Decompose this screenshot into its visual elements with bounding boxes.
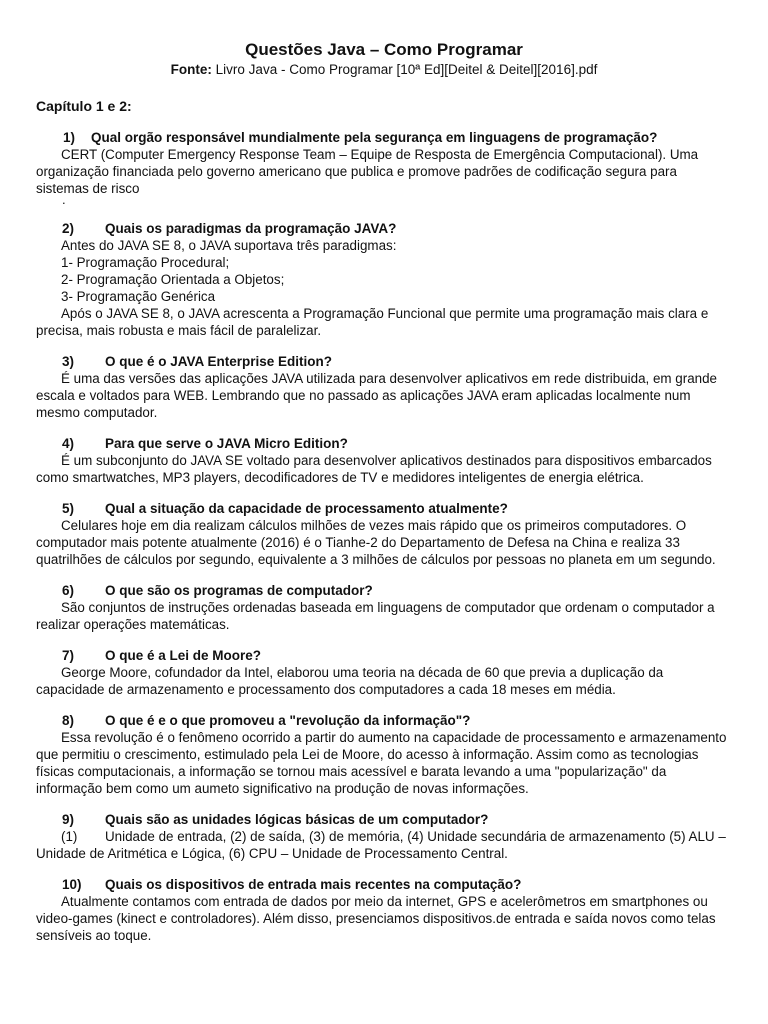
answer-text: Essa revolução é o fenômeno ocorrido a partir do aumento na capacidade de processamento e armazenamento que permitiu o crescimento, estimulado pela Lei de Moore, do acesso à informação. Assim como as tecnologias físicas computacionais, a informação se tornou mais acessível e barata levando a uma "popularização" da informação bem como um aumeto significativo na produção de novas informações. (36, 730, 727, 796)
answer-text: É um subconjunto do JAVA SE voltado para desenvolver aplicativos destinados para dispositivos embarcados como smartwatches, MP3 players, decodificadores de TV e medidores inteligentes de energia elétrica. (36, 453, 712, 485)
question-text: O que é o JAVA Enterprise Edition? (105, 354, 333, 369)
question-heading (36, 712, 732, 729)
paradigm-item-2: 2- Programação Orientada a Objetos; (61, 272, 285, 287)
question-4 (36, 435, 732, 486)
question-number: 1) (63, 130, 76, 145)
source-value: Livro Java - Como Programar [10ª Ed][Deitel & Deitel][2016].pdf (215, 62, 598, 77)
answer-text-rest: Unidade de Aritmética e Lógica, (6) CPU – Unidade de Processamento Central. (36, 846, 508, 861)
document-title: Questões Java – Como Programar (245, 40, 523, 59)
answer-text: George Moore, cofundador da Intel, elaborou uma teoria na década de 60 que previa a duplicação da capacidade de armazenamento e processamento dos computadores a cada 18 meses em média. (36, 665, 664, 697)
question-1 (36, 129, 732, 206)
answer-text: São conjuntos de instruções ordenadas baseada em linguagens de computador que ordenam o computador a realizar operações matemáticas. (36, 600, 715, 632)
question-heading (36, 220, 732, 237)
answer-lead-number: (1) (61, 829, 78, 844)
question-5 (36, 500, 732, 568)
question-text: O que são os programas de computador? (105, 583, 373, 598)
question-10 (36, 876, 732, 944)
question-number: 2) (62, 221, 75, 236)
question-heading (36, 435, 732, 452)
question-heading (36, 500, 732, 517)
answer-trailing-dot: . (62, 192, 66, 207)
question-text: Qual orgão responsável mundialmente pela segurança em linguagens de programação? (91, 130, 658, 145)
question-number: 3) (62, 354, 75, 369)
question-2 (36, 220, 732, 339)
question-heading (36, 811, 732, 828)
question-text: Quais os dispositivos de entrada mais recentes na computação? (105, 877, 522, 892)
question-number: 4) (62, 436, 75, 451)
question-text: Quais são as unidades lógicas básicas de um computador? (105, 812, 489, 827)
question-7 (36, 647, 732, 698)
answer-text: Após o JAVA SE 8, o JAVA acrescenta a Programação Funcional que permite uma programação mais clara e precisa, mais robusta e mais fácil de paralelizar. (36, 306, 709, 338)
question-6 (36, 582, 732, 633)
question-heading (36, 353, 732, 370)
question-heading (36, 582, 732, 599)
question-number: 6) (62, 583, 75, 598)
answer-text: É uma das versões das aplicações JAVA utilizada para desenvolver aplicativos em rede distribuida, em grande escala e voltados para WEB. Lembrando que no passado as aplicações JAVA eram aplicadas localmente num mesmo computador. (36, 371, 717, 420)
question-8 (36, 712, 732, 797)
source-label: Fonte: (170, 62, 212, 77)
answer-first-line (36, 828, 732, 845)
question-number: 7) (62, 648, 75, 663)
question-number: 5) (62, 501, 75, 516)
question-number: 9) (62, 812, 75, 827)
question-heading (36, 647, 732, 664)
answer-text-first: Unidade de entrada, (2) de saída, (3) de memória, (4) Unidade secundária de armazenamento (5) ALU – (105, 829, 726, 844)
chapter-heading: Capítulo 1 e 2: (36, 98, 132, 114)
answer-text: Celulares hoje em dia realizam cálculos milhões de vezes mais rápido que os primeiros computadores. O computador mais potente atualmente (2016) é o Tianhe-2 do Departamento de Defesa na China e realiza 33 quatrilhões de cálculos por segundo, equivalente a 3 milhões de cálculos por pessoas no planeta em um segundo. (36, 518, 716, 567)
question-heading (36, 129, 732, 146)
question-heading (36, 876, 732, 893)
document-source (36, 61, 732, 79)
question-number: 8) (62, 713, 75, 728)
question-text: Qual a situação da capacidade de processamento atualmente? (105, 501, 508, 516)
question-number: 10) (62, 877, 82, 892)
question-text: Para que serve o JAVA Micro Edition? (105, 436, 348, 451)
paradigm-item-3: 3- Programação Genérica (61, 289, 216, 304)
question-text: O que é a Lei de Moore? (105, 648, 262, 663)
answer-text: Atualmente contamos com entrada de dados por meio da internet, GPS e acelerômetros em smartphones ou video-games (kinect e controladores). Além disso, presenciamos dispositivos.de entrada e saída novos como telas sensíveis ao toque. (36, 894, 716, 943)
question-text: O que é e o que promoveu a "revolução da informação"? (105, 713, 471, 728)
question-9 (36, 811, 732, 862)
answer-intro: Antes do JAVA SE 8, o JAVA suportava três paradigmas: (61, 238, 397, 253)
paradigm-item-1: 1- Programação Procedural; (61, 255, 230, 270)
question-3 (36, 353, 732, 421)
question-text: Quais os paradigmas da programação JAVA? (105, 221, 397, 236)
answer-text: CERT (Computer Emergency Response Team – Equipe de Resposta de Emergência Computacional). Uma organização financiada pelo governo americano que publica e promove padrões de codificação segura para sistemas de risco (36, 147, 699, 196)
